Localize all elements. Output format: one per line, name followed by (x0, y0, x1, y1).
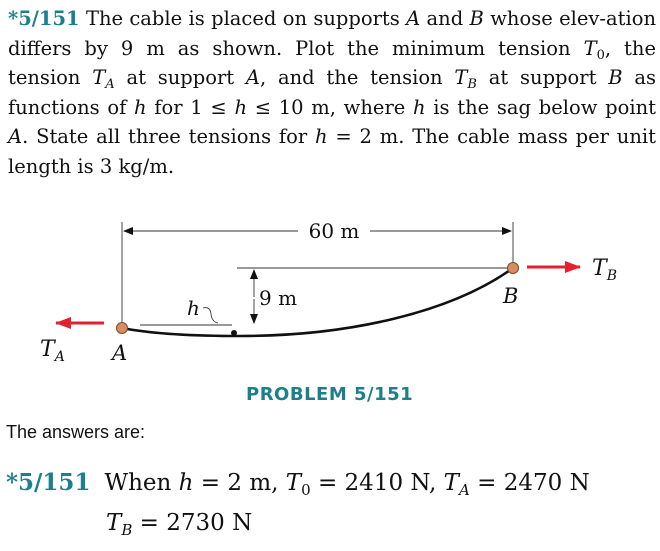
sub-b: B (121, 521, 133, 539)
problem-number: *5/151 (8, 7, 80, 30)
problem-text: and (420, 7, 470, 30)
answer-text: When (104, 470, 179, 496)
var-t: T (92, 66, 106, 89)
problem-text: at support (476, 66, 609, 89)
answer-text: = 2410 N, (310, 470, 444, 496)
problem-text: , and the tension (260, 66, 455, 89)
var-a: A (8, 125, 23, 148)
problem-text: The cable is placed on supports (85, 7, 407, 30)
problem-text: at support (114, 66, 246, 89)
var-a: A (406, 7, 421, 30)
var-a: A (245, 66, 260, 89)
answers-label: The answers are: (6, 422, 146, 442)
lowest-point (231, 330, 237, 336)
var-h: h (234, 95, 247, 119)
problem-text: is the sag below point (425, 95, 656, 119)
answer-text: = 2470 N (469, 470, 590, 496)
answer-line-1 (6, 463, 656, 503)
var-t: T (454, 66, 468, 89)
cable (122, 268, 513, 336)
sub-0: 0 (596, 47, 605, 63)
support-a (117, 323, 128, 334)
problem-text: whose elev-ation differs by 9 m as shown. Plot the minimum tension (8, 7, 657, 60)
cable-figure (0, 210, 660, 380)
sag-leader (203, 308, 218, 323)
problem-text: as functions of (8, 66, 656, 119)
answer-block (6, 463, 656, 543)
var-t: T (285, 470, 302, 496)
var-h: h (413, 95, 426, 119)
answer-text: = 2 m, (193, 470, 286, 496)
sub-0: 0 (301, 481, 311, 499)
tension-a-label: $T_A$ (40, 337, 65, 365)
var-t: T (106, 510, 122, 536)
var-h: h (178, 470, 194, 496)
sub-a: A (459, 481, 470, 499)
var-h: h (314, 125, 328, 148)
support-b-label: B (503, 284, 519, 308)
tension-b-label: $T_B$ (592, 256, 617, 284)
figure-caption: PROBLEM 5/151 (246, 384, 414, 405)
var-t: T (443, 470, 460, 496)
problem-text: , the tension (8, 36, 656, 89)
problem-text: ≤ 10 m, where (247, 95, 414, 119)
problem-statement (8, 4, 656, 181)
sub-b: B (467, 77, 477, 92)
sub-a: A (105, 77, 115, 92)
var-b: B (469, 7, 484, 30)
problem-text: = 2 m. The cable mass per unit length is 3 kg/m. (8, 125, 656, 178)
problem-text: for 1 ≤ (146, 95, 235, 119)
answer-line-2 (6, 503, 656, 543)
answer-number: *5/151 (6, 469, 91, 496)
var-t: T (583, 36, 597, 60)
var-b: B (608, 66, 623, 89)
support-b (508, 263, 519, 274)
sag-label: h (187, 296, 200, 320)
elevation-label: 9 m (259, 286, 298, 310)
support-a-label: A (112, 341, 128, 365)
answer-text: = 2730 N (132, 510, 253, 536)
span-label: 60 m (308, 219, 360, 243)
var-h: h (134, 95, 147, 119)
problem-text: . State all three tensions for (22, 125, 315, 148)
